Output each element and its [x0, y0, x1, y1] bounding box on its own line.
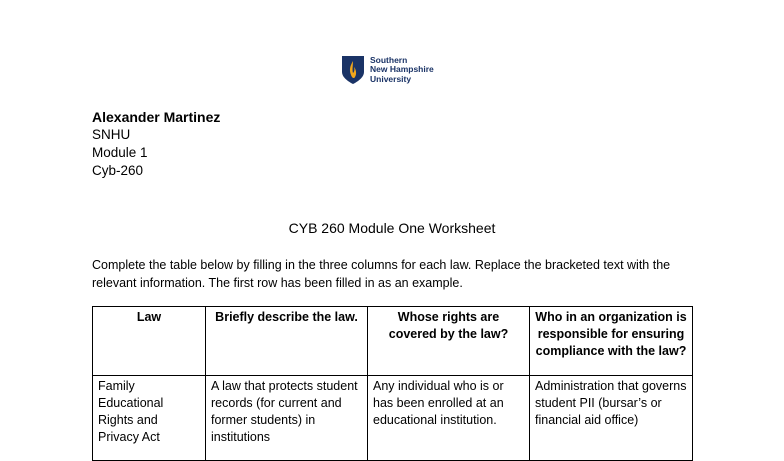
header-rights: Whose rights are covered by the law? — [368, 307, 530, 376]
cell-law: Family Educational Rights and Privacy Act — [93, 376, 206, 461]
header-description: Briefly describe the law. — [206, 307, 368, 376]
logo-wordmark — [370, 56, 434, 85]
instructions-text: Complete the table below by filling in the three columns for each law. Replace the bracketed text with the relevant information. The first row has been filled in as an example. — [92, 258, 671, 290]
header-law: Law — [93, 307, 206, 376]
logo-line-3: University — [370, 73, 412, 84]
author-name: Alexander Martinez — [92, 109, 221, 125]
cell-rights: Any individual who is or has been enrolled at an educational institution. — [368, 376, 530, 461]
header-responsible: Who in an organization is responsible for ensuring compliance with the law? — [530, 307, 693, 376]
shield-flame-icon — [341, 55, 365, 85]
law-table — [92, 306, 693, 461]
logo-line-2: New Hampshire — [370, 64, 434, 75]
snhu-logo — [341, 55, 434, 85]
header-course: Cyb-260 — [92, 163, 144, 178]
header-module: Module 1 — [92, 145, 148, 160]
logo-line-1: Southern — [370, 54, 408, 65]
header-institution: SNHU — [92, 127, 131, 142]
table-row — [93, 376, 693, 461]
table-header-row — [93, 307, 693, 376]
cell-description: A law that protects student records (for current and former students) in institutions — [206, 376, 368, 461]
worksheet-title: CYB 260 Module One Worksheet — [288, 220, 496, 236]
cell-responsible: Administration that governs student PII (bursar’s or financial aid office) — [530, 376, 693, 461]
document-header — [92, 108, 220, 180]
